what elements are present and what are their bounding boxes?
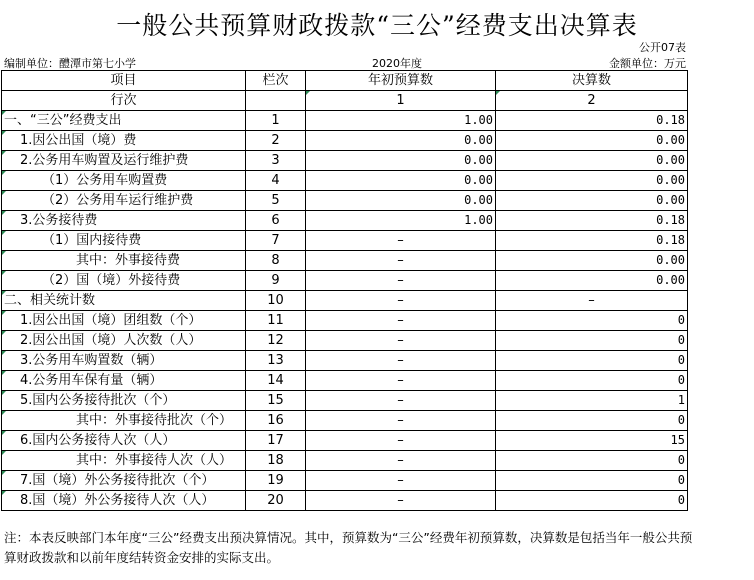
row-seq: 6 <box>246 211 306 231</box>
row-seq: 3 <box>246 151 306 171</box>
row-budget: – <box>306 271 496 291</box>
row-label: 3.公务用车购置数（辆） <box>2 351 246 371</box>
row-actual: 0.00 <box>496 171 688 191</box>
row-label: 2.因公出国（境）人次数（人） <box>2 331 246 351</box>
row-seq: 8 <box>246 251 306 271</box>
fiscal-year: 2020年度 <box>372 57 422 70</box>
table-row <box>2 211 688 231</box>
row-seq: 5 <box>246 191 306 211</box>
row-seq: 12 <box>246 331 306 351</box>
row-label: 7.国（境）外公务接待批次（个） <box>2 471 246 491</box>
header-actual: 决算数 <box>496 71 688 91</box>
header-item: 项目 <box>2 71 246 91</box>
table-row <box>2 391 688 411</box>
row-budget: – <box>306 391 496 411</box>
row-actual: 0 <box>496 451 688 471</box>
row-budget: 0.00 <box>306 151 496 171</box>
row-seq: 9 <box>246 271 306 291</box>
row-actual: 0.18 <box>496 211 688 231</box>
row-label: 1.因公出国（境）团组数（个） <box>2 311 246 331</box>
row-budget: 0.00 <box>306 191 496 211</box>
col-index-actual: 2 <box>496 91 688 111</box>
row-actual: 0 <box>496 411 688 431</box>
row-actual: 0.00 <box>496 151 688 171</box>
row-actual: 0.00 <box>496 251 688 271</box>
row-seq: 14 <box>246 371 306 391</box>
row-seq: 1 <box>246 111 306 131</box>
row-actual: 0.00 <box>496 131 688 151</box>
row-label: 2.公务用车购置及运行维护费 <box>2 151 246 171</box>
row-budget: – <box>306 431 496 451</box>
row-actual: 15 <box>496 431 688 451</box>
header-seq: 栏次 <box>246 71 306 91</box>
table-row <box>2 351 688 371</box>
row-budget: – <box>306 411 496 431</box>
table-row <box>2 311 688 331</box>
row-budget: – <box>306 491 496 511</box>
table-row <box>2 331 688 351</box>
row-actual: 0 <box>496 371 688 391</box>
row-label: （1）公务用车购置费 <box>2 171 246 191</box>
row-seq: 7 <box>246 231 306 251</box>
table-row <box>2 491 688 511</box>
row-budget: – <box>306 231 496 251</box>
row-actual: 0 <box>496 351 688 371</box>
page-title: 一般公共预算财政拨款“三公”经费支出决算表 <box>116 11 638 40</box>
row-budget: – <box>306 331 496 351</box>
table-row <box>2 251 688 271</box>
table-row <box>2 131 688 151</box>
row-label: 4.公务用车保有量（辆） <box>2 371 246 391</box>
row-label: 1.因公出国（境）费 <box>2 131 246 151</box>
header-row <box>2 71 688 91</box>
row-budget: 0.00 <box>306 131 496 151</box>
table-row <box>2 451 688 471</box>
row-seq: 18 <box>246 451 306 471</box>
row-budget: – <box>306 291 496 311</box>
table-row <box>2 231 688 251</box>
row-budget: – <box>306 451 496 471</box>
row-label: 6.国内公务接待人次（人） <box>2 431 246 451</box>
row-budget: – <box>306 471 496 491</box>
row-label: 5.国内公务接待批次（个） <box>2 391 246 411</box>
row-budget: – <box>306 351 496 371</box>
index-row <box>2 91 688 111</box>
row-index-label: 行次 <box>2 91 246 111</box>
row-actual: – <box>496 291 688 311</box>
row-actual: 0 <box>496 331 688 351</box>
row-budget: 0.00 <box>306 171 496 191</box>
row-budget: 1.00 <box>306 211 496 231</box>
row-actual: 1 <box>496 391 688 411</box>
table-row <box>2 371 688 391</box>
table-row <box>2 171 688 191</box>
reporting-unit: 编制单位：醴潭市第七小学 <box>4 57 136 70</box>
row-seq: 13 <box>246 351 306 371</box>
row-seq: 11 <box>246 311 306 331</box>
table-row <box>2 271 688 291</box>
row-actual: 0.00 <box>496 271 688 291</box>
row-budget: 1.00 <box>306 111 496 131</box>
row-seq: 4 <box>246 171 306 191</box>
col-index-budget: 1 <box>306 91 496 111</box>
row-budget: – <box>306 371 496 391</box>
row-seq: 2 <box>246 131 306 151</box>
expenditure-table <box>1 70 688 511</box>
row-actual: 0 <box>496 311 688 331</box>
row-actual: 0.18 <box>496 231 688 251</box>
row-budget: – <box>306 251 496 271</box>
row-label: （2）国（境）外接待费 <box>2 271 246 291</box>
row-actual: 0.00 <box>496 191 688 211</box>
header-budget: 年初预算数 <box>306 71 496 91</box>
row-label: 其中：外事接待人次（人） <box>2 451 246 471</box>
footnote: 注：本表反映部门本年度“三公”经费支出预决算情况。其中，预算数为“三公”经费年初预算数，决算数是包括当年一般公共预算财政拨款和以前年度结转资金安排的实际支出。 <box>4 530 693 565</box>
row-seq: 20 <box>246 491 306 511</box>
table-row <box>2 291 688 311</box>
row-label: 其中：外事接待批次（个） <box>2 411 246 431</box>
row-seq: 17 <box>246 431 306 451</box>
row-budget: – <box>306 311 496 331</box>
row-label: 8.国（境）外公务接待人次（人） <box>2 491 246 511</box>
table-row <box>2 431 688 451</box>
row-label: 3.公务接待费 <box>2 211 246 231</box>
table-row <box>2 471 688 491</box>
row-label: 二、相关统计数 <box>2 291 246 311</box>
row-label: （2）公务用车运行维护费 <box>2 191 246 211</box>
row-seq: 15 <box>246 391 306 411</box>
row-actual: 0.18 <box>496 111 688 131</box>
row-seq: 19 <box>246 471 306 491</box>
row-actual: 0 <box>496 491 688 511</box>
row-label: 其中：外事接待费 <box>2 251 246 271</box>
row-label: （1）国内接待费 <box>2 231 246 251</box>
table-row <box>2 191 688 211</box>
currency-unit: 金额单位：万元 <box>609 57 686 70</box>
row-label: 一、“三公”经费支出 <box>2 111 246 131</box>
row-seq: 16 <box>246 411 306 431</box>
row-index-empty <box>246 91 306 111</box>
table-row <box>2 151 688 171</box>
row-actual: 0 <box>496 471 688 491</box>
table-body <box>2 111 688 511</box>
table-row <box>2 411 688 431</box>
form-code: 公开07表 <box>639 41 686 54</box>
row-seq: 10 <box>246 291 306 311</box>
table-row <box>2 111 688 131</box>
